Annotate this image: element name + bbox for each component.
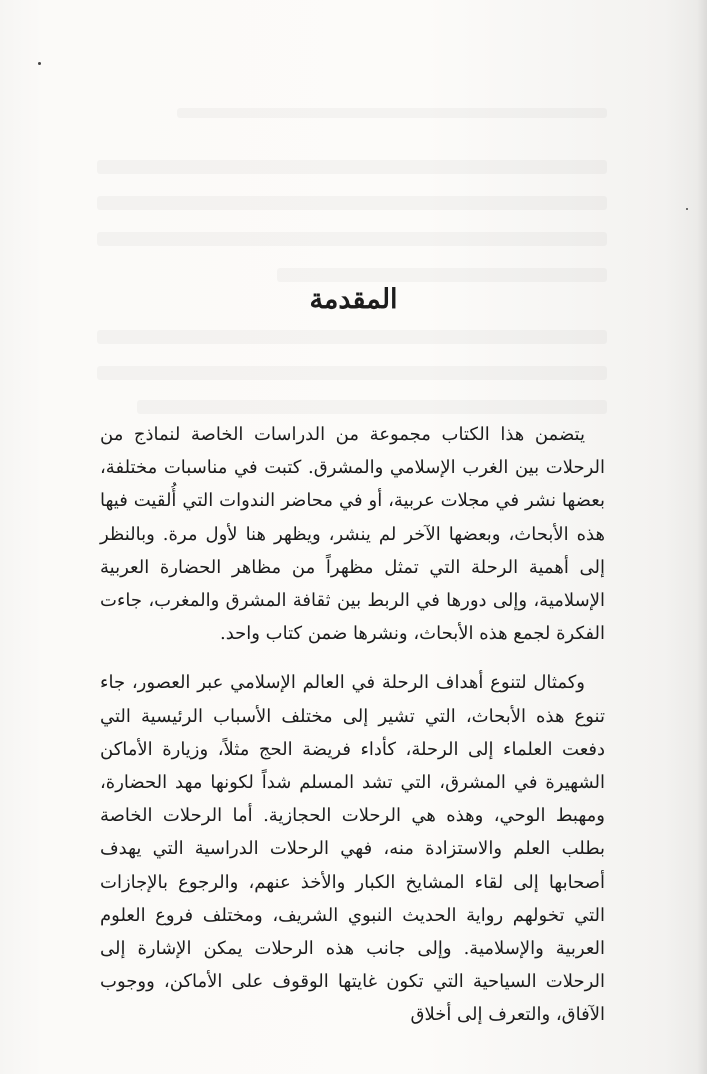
bleed-through-line bbox=[177, 108, 607, 118]
bleed-through-line bbox=[97, 196, 607, 210]
body-text bbox=[100, 418, 605, 1032]
chapter-heading: المقدمة bbox=[309, 284, 398, 315]
paragraph-1: يتضمن هذا الكتاب مجموعة من الدراسات الخاصة لنماذج من الرحلات بين الغرب الإسلامي والمشرق. كتبت في مناسبات مختلفة، بعضها نشر في مجلات عربية، أو في محاضر الندوات التي أُلقيت فيها هذه الأبحاث، وبعضها الآخر لم ينشر، ويظهر هنا لأول مرة. وبالنظر إلى أهمية الرحلة التي تمثل مظهراً من مظاهر الحضارة العربية الإسلامية، وإلى دورها في الربط بين ثقافة المشرق والمغرب، جاءت الفكرة لجمع هذه الأبحاث، ونشرها ضمن كتاب واحد. bbox=[100, 424, 605, 645]
bleed-through-line bbox=[97, 330, 607, 344]
bleed-through-line bbox=[137, 400, 607, 414]
page-edge-shadow bbox=[697, 0, 707, 1074]
paper-speck bbox=[38, 62, 41, 65]
bleed-through-line bbox=[97, 232, 607, 246]
paper-speck bbox=[686, 208, 688, 210]
paragraph-2: وكمثال لتنوع أهداف الرحلة في العالم الإسلامي عبر العصور، جاء تنوع هذه الأبحاث، التي تشير إلى مختلف الأسباب الرئيسية التي دفعت العلماء إلى الرحلة، كأداء فريضة الحج مثلاً، وزيارة الأماكن الشهيرة في المشرق، التي تشد المسلم شداً لكونها مهد الحضارة، ومهبط الوحي، وهذه هي الرحلات الحجازية. أما الرحلات الخاصة بطلب العلم والاستزادة منه، فهي الرحلات الدراسية التي يهدف أصحابها إلى لقاء المشايخ الكبار والأخذ عنهم، والرجوع بالإجازات التي تخولهم رواية الحديث النبوي الشريف، ومختلف فروع العلوم العربية والإسلامية. وإلى جانب هذه الرحلات يمكن الإشارة إلى الرحلات السياحية التي تكون غايتها الوقوف على الأماكن، ووجوب الآفاق، والتعرف إلى أخلاق bbox=[100, 672, 605, 1026]
bleed-through-line bbox=[97, 160, 607, 174]
bleed-through-line bbox=[97, 366, 607, 380]
